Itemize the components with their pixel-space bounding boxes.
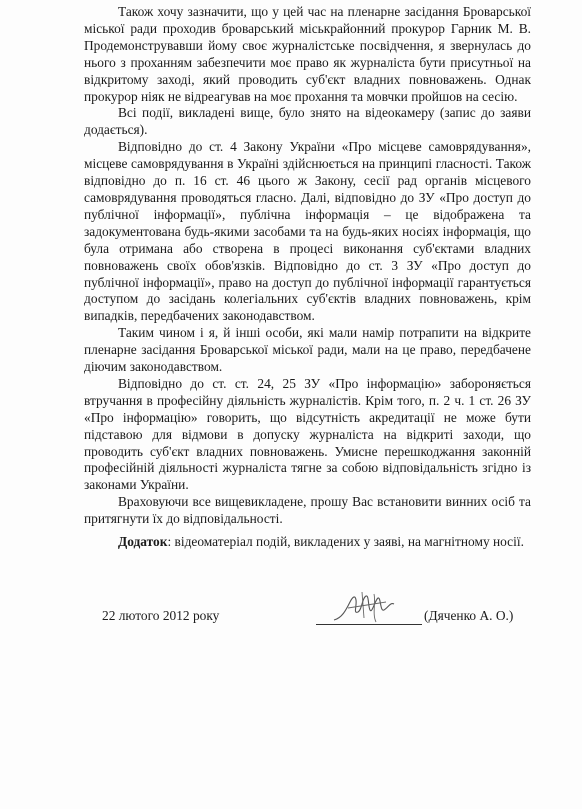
appendix-text: : відеоматеріал подій, викладених у заяві, на магнітному носії. <box>167 534 524 549</box>
paragraph-law-self-government: Відповідно до ст. 4 Закону України «Про місцеве самоврядування», місцеве самоврядування в Україні здійснюється на принципі гласності. Також відповідно до п. 16 ст. 46 цього ж Закону, сесії рад органів місцевого самоврядування проводяться гласно. Далі, відповідно до ЗУ «Про доступ до публічної інформації», публічна інформація – це відображена та задокументована будь-якими засобами та на будь-яких носіях інформація, що була отримана або створена в процесі виконання суб'єктами владних повноважень своїх обов'язків. Відповідно до ст. 3 ЗУ «Про доступ до публічної інформації», право на доступ до публічної інформації гарантується доступом до засідань колегіальних суб'єктів владних повноважень, крім випадків, передбачених законодавством. <box>84 139 531 324</box>
appendix-line <box>84 534 531 551</box>
signature-row <box>102 606 532 646</box>
paragraph-prosecutor: Також хочу зазначити, що у цей час на пленарне засідання Броварської міської ради проходив броварський міськрайонний прокурор Гарник М. В. Продемонструвавши йому своє журналістське посвідчення, я звернулась до нього з проханням забезпечити моє право як журналіста бути присутньої на відкритому заході, який проводить суб'єкт владних повноважень. Однак прокурор ніяк не відреагував на моє прохання та мовчки пройшов на сесію. <box>84 4 531 104</box>
appendix-label: Додаток <box>118 534 168 549</box>
paragraph-right-to-attend: Таким чином і я, й інші особи, які мали намір потрапити на відкрите пленарне засідання Броварської міської ради, мали на це право, передбачене діючим законодавством. <box>84 325 531 375</box>
signatory-name: (Дяченко А. О.) <box>424 608 514 623</box>
paragraph-law-information: Відповідно до ст. ст. 24, 25 ЗУ «Про інформацію» забороняється втручання в професійну діяльність журналістів. Крім того, п. 2 ч. 1 ст. 26 ЗУ «Про інформацію» говорить, що відсутність акредитації не може бути підставою для відмови в допуску журналіста на відкриті заходи, що проводить суб'єкт владних повноважень. Умисне перешкоджання законній професійній діяльності журналіста тягне за собою відповідальність згідно із законами України. <box>84 375 531 493</box>
handwritten-signature <box>328 588 408 628</box>
letter-body <box>84 4 531 528</box>
paragraph-video: Всі події, викладені вище, було знято на відеокамеру (запис до заяви додається). <box>84 105 531 138</box>
letter-date: 22 лютого 2012 року <box>102 608 220 623</box>
paragraph-request: Враховуючи все вищевикладене, прошу Вас встановити винних осіб та притягнути їх до відповідальності. <box>84 494 531 527</box>
